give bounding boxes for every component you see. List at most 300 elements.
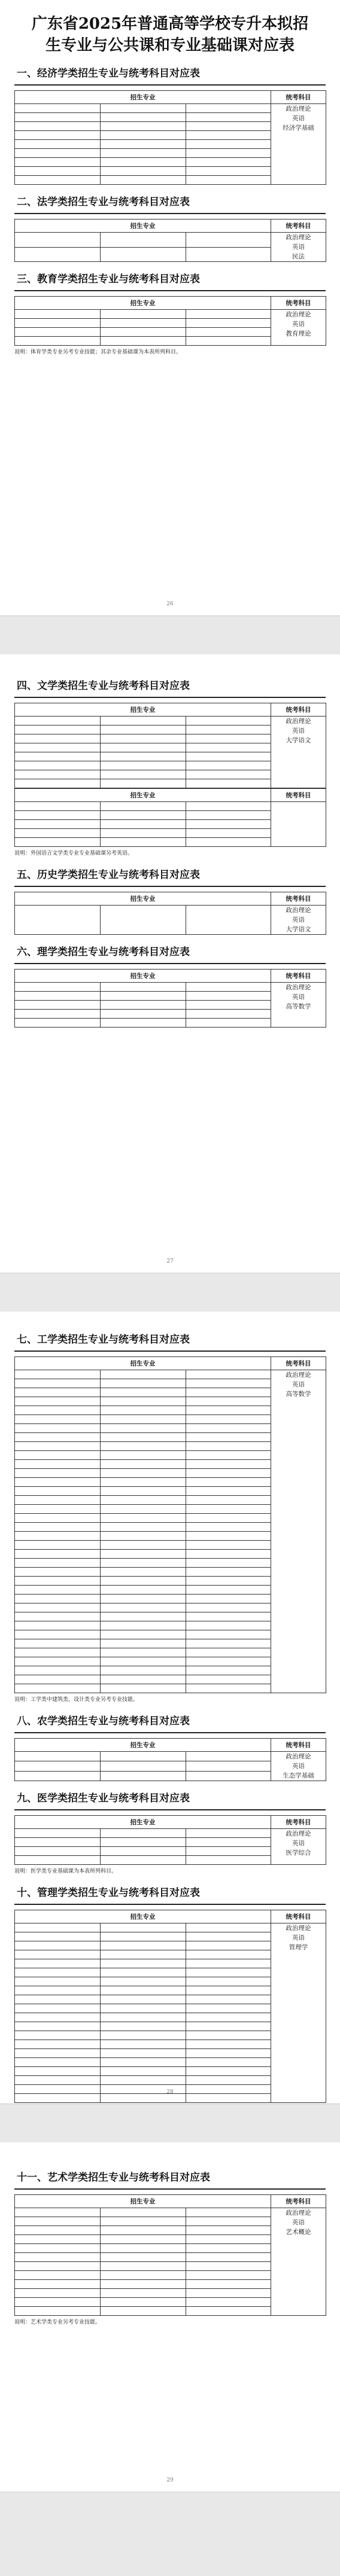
page-number: 27: [166, 1258, 174, 1264]
major-column-header: 招生专业: [15, 2195, 271, 2208]
major-cell: [186, 176, 271, 185]
major-cell: [15, 761, 101, 770]
major-cell: [186, 1460, 271, 1469]
major-cell: [15, 1995, 101, 2004]
major-cell: [15, 2013, 101, 2022]
exam-subject: 政治理论: [286, 907, 311, 914]
major-table: [14, 1356, 326, 1693]
major-cell: [101, 2022, 186, 2031]
exam-subjects-cell: [271, 906, 326, 935]
section-rule: [14, 213, 326, 214]
major-cell: [15, 167, 101, 176]
exam-subject: 英语: [292, 993, 305, 1001]
major-cell: [186, 1523, 271, 1532]
major-cell: [101, 1379, 186, 1388]
major-cell: [101, 2280, 186, 2289]
major-cell: [101, 1577, 186, 1586]
major-cell: [101, 811, 186, 820]
section-title: 八、农学类招生专业与统考科目对应表: [17, 1715, 190, 1727]
major-cell: [101, 104, 186, 113]
page-number: 28: [166, 2089, 174, 2095]
major-cell: [186, 2280, 271, 2289]
section: [0, 1781, 340, 1876]
section-rule: [14, 290, 326, 291]
major-cell: [101, 1612, 186, 1621]
major-cell: [101, 983, 186, 992]
major-cell: [15, 1451, 101, 1460]
major-cell: [186, 1496, 271, 1505]
major-table: [14, 219, 326, 262]
major-cell: [186, 1451, 271, 1460]
exam-column-header: 统考科目: [271, 703, 326, 717]
major-cell: [101, 158, 186, 167]
major-cell: [186, 1657, 271, 1666]
section: [0, 56, 340, 185]
exam-column-header: 统考科目: [271, 1739, 326, 1752]
major-cell: [186, 1433, 271, 1442]
major-cell: [15, 233, 101, 248]
major-cell: [101, 149, 186, 158]
major-cell: [186, 1505, 271, 1514]
major-cell: [186, 2289, 271, 2298]
major-cell: [101, 1460, 186, 1469]
section-rule: [14, 1809, 326, 1810]
section-rule: [14, 963, 326, 964]
page-number: 26: [166, 601, 174, 607]
major-cell: [101, 319, 186, 328]
major-cell: [186, 1379, 271, 1388]
major-cell: [186, 1761, 271, 1771]
major-cell: [186, 838, 271, 847]
major-cell: [186, 743, 271, 752]
table-row: [15, 233, 326, 248]
major-cell: [186, 1648, 271, 1657]
major-cell: [15, 1019, 101, 1028]
major-cell: [186, 2067, 271, 2076]
major-cell: [101, 1505, 186, 1514]
major-cell: [101, 2013, 186, 2022]
section-title: 二、法学类招生专业与统考科目对应表: [17, 196, 190, 208]
major-cell: [101, 1001, 186, 1010]
exam-subjects-cell: [271, 1370, 326, 1693]
major-cell: [15, 1838, 101, 1847]
major-cell: [186, 2031, 271, 2040]
major-cell: [101, 1675, 186, 1684]
major-cell: [186, 1603, 271, 1612]
major-cell: [101, 1496, 186, 1505]
major-cell: [101, 122, 186, 131]
major-cell: [15, 131, 101, 140]
section: [0, 788, 340, 858]
major-cell: [101, 770, 186, 779]
major-cell: [186, 167, 271, 176]
table-row: [15, 1829, 326, 1838]
major-cell: [15, 2067, 101, 2076]
major-cell: [186, 2307, 271, 2316]
major-cell: [15, 829, 101, 838]
major-cell: [101, 247, 186, 262]
major-cell: [186, 770, 271, 779]
exam-subject: 民法: [292, 253, 305, 260]
major-cell: [15, 328, 101, 337]
page-4: [0, 2142, 340, 2492]
major-cell: [15, 149, 101, 158]
major-cell: [15, 1550, 101, 1559]
major-cell: [186, 122, 271, 131]
major-cell: [101, 1648, 186, 1657]
major-cell: [101, 2262, 186, 2271]
major-cell: [101, 838, 186, 847]
major-cell: [15, 1406, 101, 1415]
major-cell: [186, 247, 271, 262]
major-cell: [186, 1923, 271, 1932]
major-cell: [186, 337, 271, 346]
major-cell: [15, 247, 101, 262]
section-rule: [14, 1351, 326, 1352]
major-cell: [101, 176, 186, 185]
major-cell: [101, 167, 186, 176]
major-cell: [15, 140, 101, 149]
exam-subjects-cell: [271, 1752, 326, 1781]
page-number: 29: [166, 2477, 174, 2483]
major-cell: [15, 1639, 101, 1648]
major-table: [14, 1738, 326, 1781]
major-cell: [15, 1397, 101, 1406]
major-cell: [101, 829, 186, 838]
exam-subject: 政治理论: [286, 718, 311, 725]
major-cell: [15, 337, 101, 346]
major-cell: [15, 2031, 101, 2040]
major-cell: [101, 1630, 186, 1639]
major-cell: [101, 1959, 186, 1968]
major-cell: [186, 2235, 271, 2244]
major-cell: [15, 1959, 101, 1968]
table-note: 说明：工学类中建筑类、设计类专业另考专业技能。: [14, 1697, 139, 1703]
major-cell: [186, 1514, 271, 1523]
major-column-header: 招生专业: [15, 91, 271, 104]
exam-subjects-cell: [271, 2208, 326, 2316]
major-cell: [186, 2013, 271, 2022]
major-column-header: 招生专业: [15, 1816, 271, 1829]
major-cell: [101, 802, 186, 811]
exam-subjects-cell: [271, 983, 326, 1028]
major-cell: [186, 1829, 271, 1838]
major-cell: [101, 2049, 186, 2058]
table-row: [15, 2208, 326, 2217]
exam-subject: 英语: [292, 1381, 305, 1388]
major-column-header: 招生专业: [15, 297, 271, 310]
major-cell: [101, 131, 186, 140]
major-cell: [186, 1577, 271, 1586]
exam-subject: 医学综合: [286, 1849, 311, 1856]
major-cell: [186, 1001, 271, 1010]
major-cell: [101, 2235, 186, 2244]
major-cell: [101, 2244, 186, 2253]
major-cell: [15, 1469, 101, 1478]
section: [0, 935, 340, 1028]
major-cell: [101, 1986, 186, 1995]
major-cell: [186, 1630, 271, 1639]
major-cell: [15, 1968, 101, 1977]
major-cell: [101, 2058, 186, 2067]
exam-subject: 英语: [292, 2219, 305, 2226]
major-column-header: 招生专业: [15, 970, 271, 983]
section-title: 六、理学类招生专业与统考科目对应表: [17, 946, 190, 958]
exam-column-header: 统考科目: [271, 2195, 326, 2208]
major-cell: [15, 319, 101, 328]
major-cell: [15, 1505, 101, 1514]
major-cell: [186, 1586, 271, 1595]
major-cell: [101, 2271, 186, 2280]
major-cell: [101, 1603, 186, 1612]
table-row: [15, 1923, 326, 1932]
major-cell: [101, 1639, 186, 1648]
major-cell: [186, 2244, 271, 2253]
exam-subject: 大学语文: [286, 926, 311, 933]
major-cell: [186, 1959, 271, 1968]
major-cell: [101, 1424, 186, 1433]
major-cell: [186, 1986, 271, 1995]
major-cell: [101, 2289, 186, 2298]
major-cell: [101, 1684, 186, 1693]
major-cell: [101, 140, 186, 149]
major-cell: [186, 752, 271, 761]
major-cell: [186, 992, 271, 1001]
major-cell: [15, 1586, 101, 1595]
major-cell: [186, 983, 271, 992]
major-cell: [101, 2004, 186, 2013]
exam-subject: 英语: [292, 1840, 305, 1847]
section: [0, 2160, 340, 2327]
major-column-header: 招生专业: [15, 1357, 271, 1370]
major-cell: [15, 2271, 101, 2280]
major-cell: [101, 1977, 186, 1986]
major-cell: [101, 1469, 186, 1478]
major-cell: [15, 104, 101, 113]
major-cell: [15, 1950, 101, 1959]
major-cell: [186, 1019, 271, 1028]
major-table: [14, 703, 326, 788]
major-cell: [101, 2253, 186, 2262]
major-cell: [101, 1532, 186, 1541]
major-cell: [186, 2022, 271, 2031]
section-rule: [14, 1904, 326, 1905]
page-2: [0, 654, 340, 1273]
major-cell: [186, 2058, 271, 2067]
major-cell: [15, 1388, 101, 1397]
section-title: 十一、艺术学类招生专业与统考科目对应表: [17, 2172, 210, 2184]
major-cell: [15, 1612, 101, 1621]
major-cell: [101, 734, 186, 743]
major-cell: [186, 2262, 271, 2271]
major-cell: [15, 310, 101, 319]
major-cell: [15, 2307, 101, 2316]
major-cell: [15, 725, 101, 734]
major-cell: [15, 2076, 101, 2085]
major-cell: [101, 1442, 186, 1451]
major-cell: [186, 1559, 271, 1568]
major-cell: [15, 820, 101, 829]
major-cell: [186, 1442, 271, 1451]
major-table: [14, 892, 326, 935]
major-cell: [15, 992, 101, 1001]
major-cell: [186, 1541, 271, 1550]
major-cell: [101, 1568, 186, 1577]
major-cell: [15, 2004, 101, 2013]
major-cell: [186, 2217, 271, 2226]
table-row: [15, 983, 326, 992]
major-cell: [15, 1559, 101, 1568]
major-table: [14, 2194, 326, 2316]
exam-column-header: 统考科目: [271, 970, 326, 983]
major-cell: [15, 2253, 101, 2262]
major-cell: [101, 1550, 186, 1559]
major-column-header: 招生专业: [15, 789, 271, 802]
major-cell: [101, 820, 186, 829]
major-cell: [101, 1595, 186, 1603]
exam-subject: 大学语文: [286, 737, 311, 744]
exam-subject: 英语: [292, 1763, 305, 1770]
major-cell: [15, 176, 101, 185]
major-cell: [186, 2208, 271, 2217]
major-cell: [101, 1010, 186, 1019]
section: [0, 669, 340, 788]
major-cell: [15, 2217, 101, 2226]
major-cell: [186, 140, 271, 149]
major-cell: [15, 1621, 101, 1630]
major-cell: [15, 1771, 101, 1781]
major-cell: [186, 113, 271, 122]
section-title: 一、经济学类招生专业与统考科目对应表: [17, 68, 200, 80]
section-rule: [14, 886, 326, 887]
exam-subject: 生态学基础: [283, 1772, 314, 1779]
major-cell: [186, 761, 271, 770]
major-cell: [101, 717, 186, 725]
section: [0, 1322, 340, 1704]
exam-subject: 艺术概论: [286, 2229, 311, 2236]
major-cell: [15, 1595, 101, 1603]
exam-column-header: 统考科目: [271, 1910, 326, 1923]
major-cell: [186, 1621, 271, 1630]
major-cell: [101, 1370, 186, 1379]
table-row: [15, 717, 326, 725]
major-cell: [101, 1829, 186, 1838]
table-note: 说明：艺术学类专业另考专业技能。: [14, 2319, 101, 2325]
exam-subject: 政治理论: [286, 1830, 311, 1837]
major-cell: [15, 1010, 101, 1019]
major-column-header: 招生专业: [15, 220, 271, 233]
major-cell: [101, 2307, 186, 2316]
major-cell: [186, 1424, 271, 1433]
table-row: [15, 1370, 326, 1379]
major-cell: [186, 1771, 271, 1781]
major-cell: [15, 2298, 101, 2307]
major-cell: [101, 1514, 186, 1523]
major-cell: [15, 1433, 101, 1442]
page-3: [0, 1312, 340, 2104]
major-cell: [15, 158, 101, 167]
major-cell: [101, 1478, 186, 1487]
table-note: 说明：外国语言文学类专业专业基础课另考英语。: [14, 850, 133, 856]
major-cell: [186, 1568, 271, 1577]
major-table: [14, 1815, 326, 1865]
major-cell: [15, 1923, 101, 1932]
major-cell: [15, 770, 101, 779]
major-cell: [15, 983, 101, 992]
major-cell: [15, 743, 101, 752]
major-cell: [186, 1532, 271, 1541]
major-cell: [186, 1550, 271, 1559]
major-cell: [186, 2076, 271, 2085]
major-cell: [186, 1612, 271, 1621]
major-cell: [15, 906, 101, 935]
major-cell: [101, 761, 186, 770]
exam-subjects-cell: [271, 1923, 326, 2103]
page-gap: [0, 1273, 340, 1312]
major-cell: [101, 1666, 186, 1675]
major-cell: [101, 992, 186, 1001]
major-cell: [15, 1977, 101, 1986]
table-row: [15, 906, 326, 935]
major-cell: [101, 1923, 186, 1932]
major-cell: [101, 1559, 186, 1568]
major-cell: [101, 337, 186, 346]
major-column-header: 招生专业: [15, 1910, 271, 1923]
major-cell: [186, 1847, 271, 1856]
major-table: [14, 296, 326, 346]
major-cell: [186, 2049, 271, 2058]
major-cell: [186, 1595, 271, 1603]
major-cell: [101, 1451, 186, 1460]
major-cell: [101, 2217, 186, 2226]
section-title: 十、管理学类招生专业与统考科目对应表: [17, 1887, 200, 1899]
major-cell: [186, 1932, 271, 1941]
exam-subject: 英语: [292, 115, 305, 122]
major-cell: [15, 122, 101, 131]
section-title: 七、工学类招生专业与统考科目对应表: [17, 1334, 190, 1346]
major-cell: [186, 328, 271, 337]
section-title: 九、医学类招生专业与统考科目对应表: [17, 1792, 190, 1804]
major-cell: [186, 1995, 271, 2004]
major-cell: [101, 1397, 186, 1406]
major-cell: [15, 1442, 101, 1451]
exam-subject: 高等数学: [286, 1003, 311, 1010]
major-cell: [101, 779, 186, 788]
major-cell: [186, 1370, 271, 1379]
major-cell: [186, 158, 271, 167]
major-cell: [186, 1406, 271, 1415]
major-cell: [101, 310, 186, 319]
major-cell: [186, 1950, 271, 1959]
table-row: [15, 802, 326, 811]
major-cell: [186, 1010, 271, 1019]
exam-column-header: 统考科目: [271, 892, 326, 906]
major-cell: [186, 2226, 271, 2235]
major-cell: [15, 2244, 101, 2253]
major-cell: [101, 1657, 186, 1666]
section-title: 四、文学类招生专业与统考科目对应表: [17, 680, 190, 692]
major-cell: [101, 328, 186, 337]
page-gap: [0, 2104, 340, 2142]
major-cell: [101, 1541, 186, 1550]
page-gap: [0, 616, 340, 654]
exam-subject: 英语: [292, 916, 305, 923]
table-note: 说明：医学类专业基础课为本表所列科目。: [14, 1868, 117, 1874]
major-cell: [15, 2289, 101, 2298]
major-cell: [15, 1684, 101, 1693]
major-cell: [101, 233, 186, 248]
major-cell: [186, 2040, 271, 2049]
